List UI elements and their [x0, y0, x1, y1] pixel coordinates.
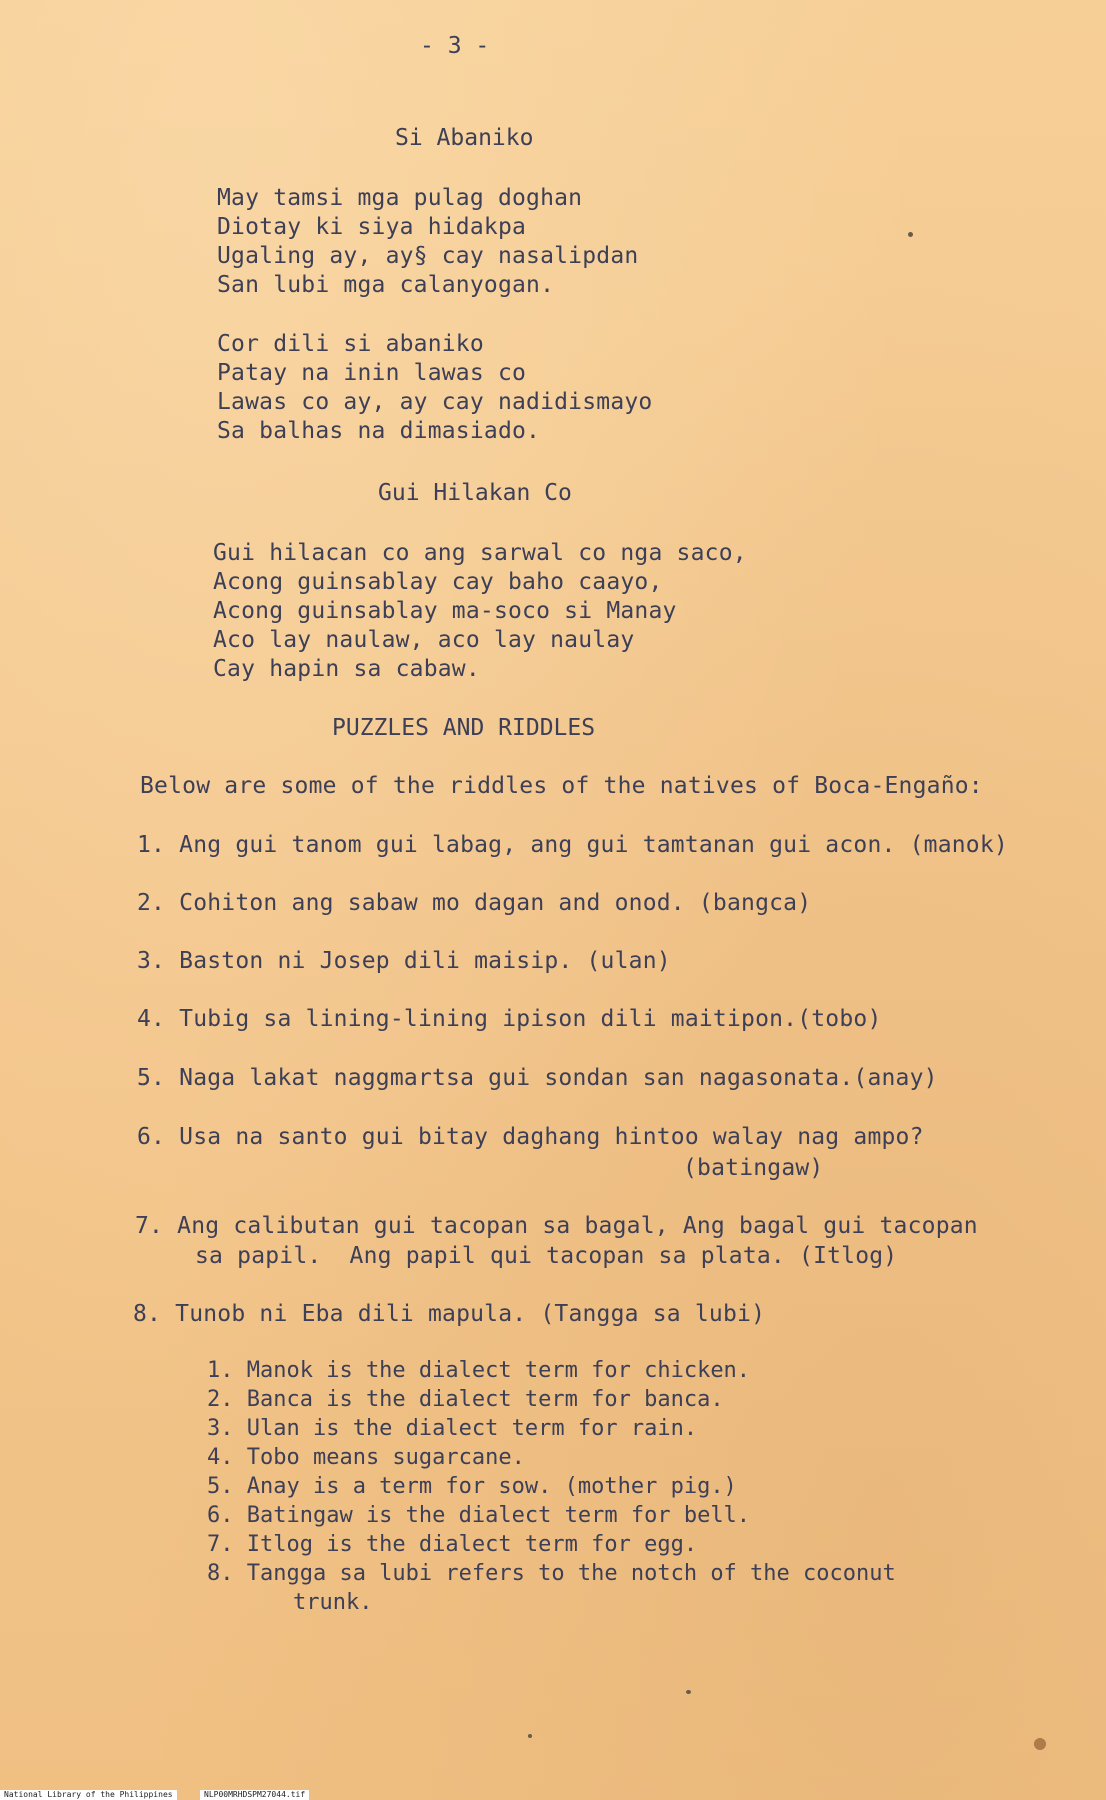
page-number: - 3 - [420, 33, 490, 59]
riddle-item: 7. Ang calibutan gui tacopan sa bagal, Ang bagal gui tacopan [135, 1213, 978, 1239]
poem1-line: Diotay ki siya hidakpa [217, 214, 527, 240]
note-line: 2. Banca is the dialect term for banca. [207, 1387, 724, 1412]
riddle-item: 1. Ang gui tanom gui labag, ang gui tamtanan gui acon. (manok) [137, 832, 1008, 858]
poem2-line: Acong guinsablay cay baho caayo, [213, 569, 663, 595]
poem2-title: Gui Hilakan Co [378, 480, 572, 506]
note-line: 6. Batingaw is the dialect term for bell. [207, 1503, 751, 1528]
poem2-line: Cay hapin sa cabaw. [213, 656, 480, 682]
poem2-line: Aco lay naulaw, aco lay naulay [213, 627, 635, 653]
riddle-item: 3. Baston ni Josep dili maisip. (ulan) [137, 948, 671, 974]
poem1-line: Sa balhas na dimasiado. [217, 418, 541, 444]
poem1-line: San lubi mga calanyogan. [217, 272, 555, 298]
riddle-item: 4. Tubig sa lining-lining ipison dili maitipon.(tobo) [137, 1006, 882, 1032]
riddle-item: 2. Cohiton ang sabaw mo dagan and onod. (bangca) [137, 890, 812, 916]
riddle-item-continuation: (batingaw) [683, 1155, 824, 1181]
note-line: trunk. [293, 1590, 373, 1615]
riddles-intro: Below are some of the riddles of the natives of Boca-Engaño: [140, 773, 983, 799]
poem1-line: Patay na inin lawas co [217, 360, 527, 386]
riddle-item: 8. Tunob ni Eba dili mapula. (Tangga sa lubi) [133, 1301, 766, 1327]
footer-file-id: NLP00MRHDSPM27044.tif [200, 1790, 309, 1800]
paper-speck [686, 1690, 691, 1694]
paper-stain [1034, 1738, 1046, 1750]
note-line: 8. Tangga sa lubi refers to the notch of the coconut [207, 1561, 896, 1586]
poem2-line: Acong guinsablay ma-soco si Manay [213, 598, 677, 624]
note-line: 1. Manok is the dialect term for chicken. [207, 1358, 751, 1383]
riddle-item: 6. Usa na santo gui bitay daghang hintoo walay nag ampo? [137, 1124, 924, 1150]
paper-speck [528, 1734, 532, 1738]
riddle-item: 5. Naga lakat naggmartsa gui sondan san nagasonata.(anay) [137, 1065, 938, 1091]
note-line: 7. Itlog is the dialect term for egg. [207, 1532, 698, 1557]
poem1-line: Cor dili si abaniko [217, 331, 484, 357]
poem1-line: Ugaling ay, ay§ cay nasalipdan [217, 243, 639, 269]
poem2-line: Gui hilacan co ang sarwal co nga saco, [213, 540, 747, 566]
poem1-line: May tamsi mga pulag doghan [217, 185, 583, 211]
note-line: 5. Anay is a term for sow. (mother pig.) [207, 1474, 737, 1499]
footer-library-label: National Library of the Philippines [0, 1790, 177, 1800]
riddles-title: PUZZLES AND RIDDLES [332, 715, 596, 741]
poem1-title: Si Abaniko [395, 125, 534, 151]
note-line: 4. Tobo means sugarcane. [207, 1445, 525, 1470]
paper-speck [908, 232, 913, 237]
riddle-item-continuation: sa papil. Ang papil qui tacopan sa plata. (Itlog) [195, 1243, 898, 1269]
poem1-line: Lawas co ay, ay cay nadidismayo [217, 389, 653, 415]
note-line: 3. Ulan is the dialect term for rain. [207, 1416, 698, 1441]
